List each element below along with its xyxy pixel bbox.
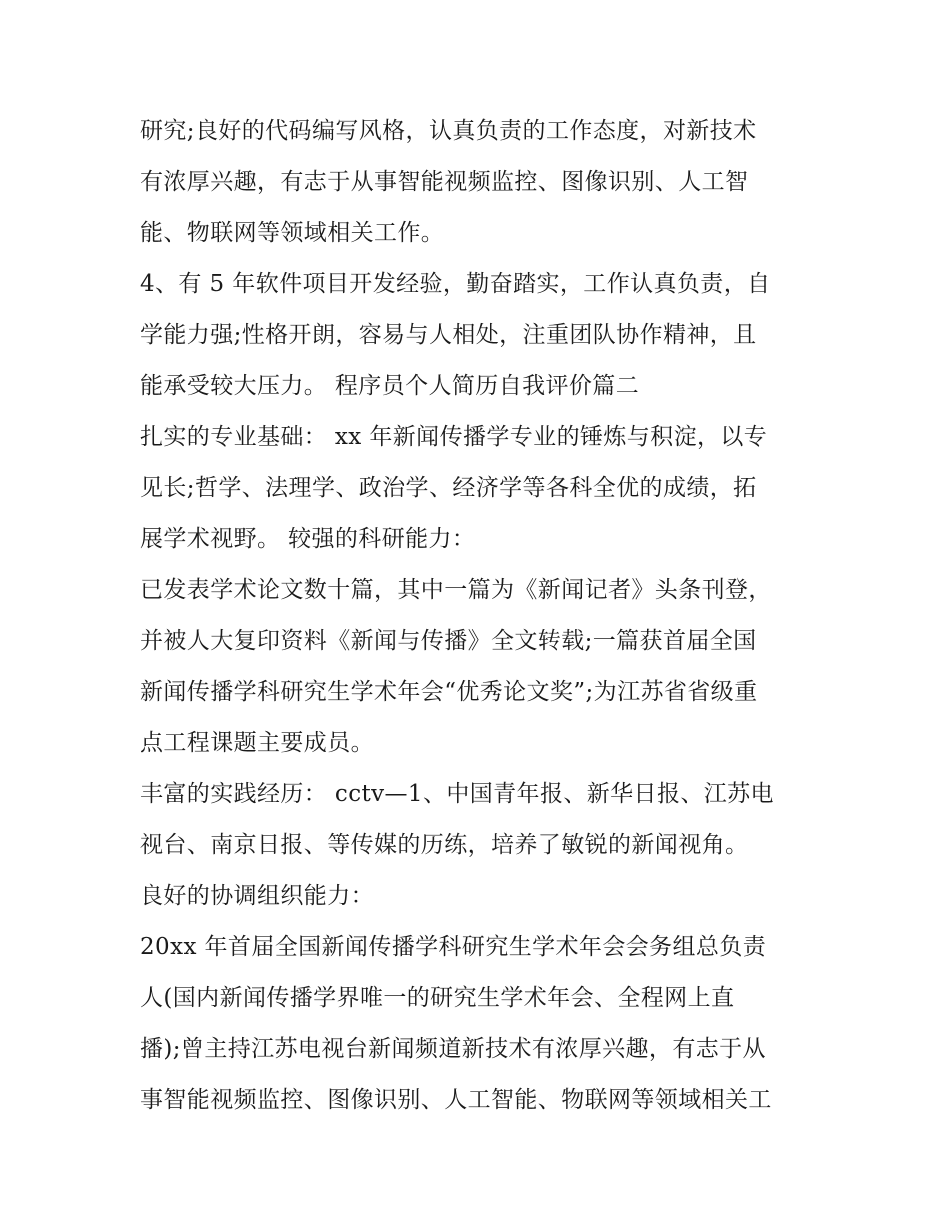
text-line: 事智能视频监控、图像识别、人工智能、物联网等领域相关工 [140, 1087, 772, 1113]
text-line: 能承受较大压力。 程序员个人简历自我评价篇二 [140, 373, 640, 399]
text-line: 能、物联网等领域相关工作。 [140, 220, 445, 246]
document-body [140, 106, 840, 1126]
text-line: 丰富的实践经历： cctv—1、中国青年报、新华日报、江苏电 [140, 781, 774, 807]
text-line: 新闻传播学科研究生学术年会“优秀论文奖”;为江苏省省级重 [140, 679, 758, 705]
text-line: 学能力强;性格开朗，容易与人相处，注重团队协作精神，且 [140, 322, 757, 348]
text-line: 并被人大复印资料《新闻与传播》全文转载;一篇获首届全国 [140, 628, 757, 654]
text-line: 人(国内新闻传播学界唯一的研究生学术年会、全程网上直 [140, 985, 735, 1011]
text-line: 4、有 5 年软件项目开发经验，勤奋踏实，工作认真负责，自 [140, 271, 771, 297]
text-line: 20xx 年首届全国新闻传播学科研究生学术年会会务组总负责 [140, 934, 767, 960]
text-line: 见长;哲学、法理学、政治学、经济学等各科全优的成绩，拓 [140, 475, 757, 501]
text-line: 已发表学术论文数十篇，其中一篇为《新闻记者》头条刊登， [140, 577, 772, 603]
text-line: 播);曾主持江苏电视台新闻频道新技术有浓厚兴趣，有志于从 [140, 1036, 766, 1062]
text-line: 良好的协调组织能力： [140, 883, 374, 909]
text-line: 展学术视野。 较强的科研能力： [140, 526, 476, 552]
text-line: 点工程课题主要成员。 [140, 730, 374, 756]
text-line: 视台、南京日报、等传媒的历练，培养了敏锐的新闻视角。 [140, 832, 749, 858]
text-line: 有浓厚兴趣，有志于从事智能视频监控、图像识别、人工智 [140, 169, 749, 195]
text-line: 扎实的专业基础： xx 年新闻传播学专业的锤炼与积淀，以专 [140, 424, 768, 450]
text-line: 研究;良好的代码编写风格，认真负责的工作态度，对新技术 [140, 118, 757, 144]
